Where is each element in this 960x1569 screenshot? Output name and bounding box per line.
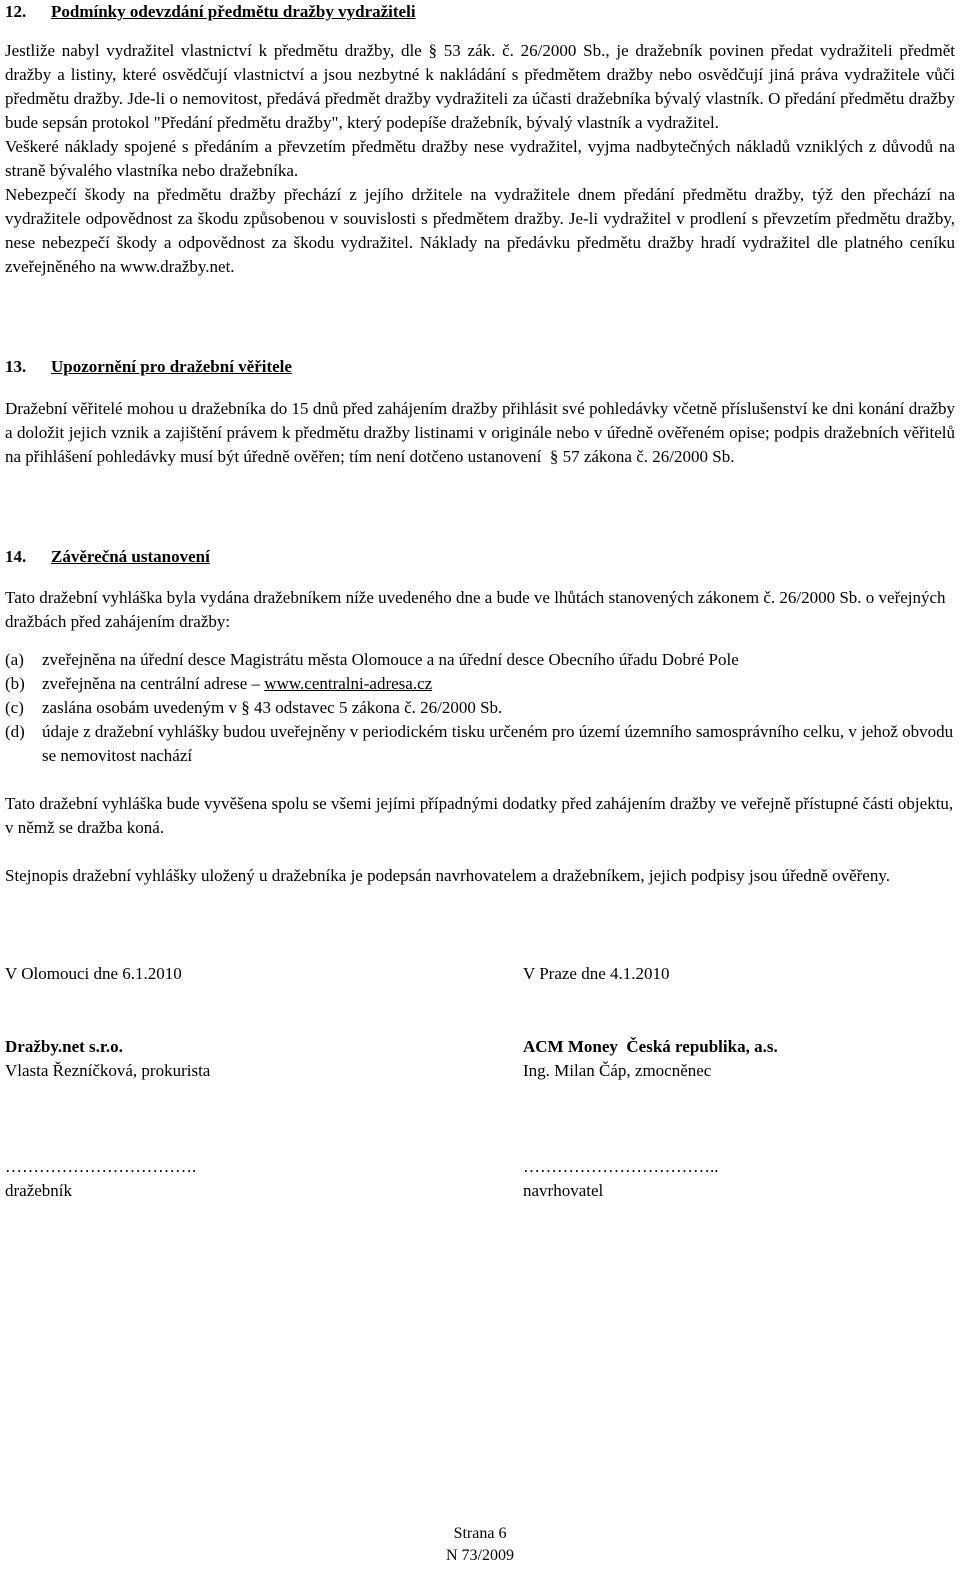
section-12-paragraph-1: Jestliže nabyl vydražitel vlastnictví k předmětu dražby, dle § 53 zák. č. 26/2000 Sb., je dražebník povinen předat vydražiteli předmět dražby a listiny, které osvědčují vlastnictví a jsou nezbytné k nakládání s předmětem dražby nebo osvědčují jiná práva vydražitele vůči předmětu dražby. Jde-li o nemovitost, předává předmět dražby vydražiteli za účasti dražebníka bývalý vlastník. O předání předmětu dražby bude sepsán protokol "Předání předmětu dražby", který podepíše dražebník, bývalý vlastník a vydražitel. — [5, 41, 956, 132]
section-13 — [5, 355, 955, 469]
case-reference: N 73/2009 — [446, 1547, 514, 1564]
paragraph-sign-icon: § — [241, 698, 250, 717]
section-number: 13. — [5, 357, 27, 376]
section-title: Závěrečná ustanovení — [51, 547, 210, 566]
section-13-heading — [5, 355, 955, 379]
signature-block — [5, 962, 955, 1203]
list-item: (d) údaje z dražební vyhlášky budou uveřejněny v periodickém tisku určeném pro území územního samosprávního celku, v jehož obvodu se nemovitost nachází — [5, 722, 954, 765]
list-item: (a) zveřejněna na úřední desce Magistrátu města Olomouce a na úřední desce Obecního úřadu Dobré Pole — [5, 650, 739, 669]
left-person: Vlasta Řezníčková, prokurista — [5, 1061, 211, 1080]
central-address-link[interactable]: www.centralni-adresa.cz — [264, 674, 433, 693]
section-12 — [5, 0, 955, 279]
list-item: (c) zaslána osobám uvedeným v § 43 odstavec 5 zákona č. 26/2000 Sb. — [5, 698, 503, 717]
right-company: ACM Money Česká republika, a.s. — [523, 1037, 778, 1056]
left-signature-line: ……………………………. — [5, 1157, 197, 1176]
right-person: Ing. Milan Čáp, zmocněnec — [523, 1061, 712, 1080]
right-place-date: V Praze dne 4.1.2010 — [523, 964, 670, 983]
section-14-paragraph-2: Tato dražební vyhláška bude vyvěšena spolu se všemi jejími případnými dodatky před zahájením dražby ve veřejně přístupné části objektu, v němž se dražba koná. — [5, 794, 954, 837]
left-place-date: V Olomouci dne 6.1.2010 — [5, 964, 182, 983]
role-row — [5, 1179, 955, 1203]
company-row — [5, 1035, 955, 1059]
section-12-heading — [5, 0, 955, 24]
page-footer — [0, 1523, 960, 1567]
section-title: Podmínky odevzdání předmětu dražby vydražiteli — [51, 2, 416, 21]
section-14-paragraph-3: Stejnopis dražební vyhlášky uložený u dražebníka je podepsán navrhovatelem a dražebníkem, jejich podpisy jsou úředně ověřeny. — [5, 866, 890, 885]
publication-list — [5, 648, 955, 768]
section-12-paragraph-3: Nebezpečí škody na předmětu dražby přechází z jejího držitele na vydražitele dnem předání předmětu dražby, týž den přechází na vydražitele odpovědnost za škodu způsobenou v souvislosti s předmětem dražby. Je-li vydražitel v prodlení s převzetím předmětu dražby, nese nebezpečí škody a odpovědnost za škodu vydražitel. Náklady na předávku předmětu dražby hradí vydražitel dle platného ceníku zveřejněného na www.dražby.net. — [5, 185, 955, 276]
person-row — [5, 1059, 955, 1083]
section-title: Upozornění pro dražební věřitele — [51, 357, 292, 376]
left-role: dražebník — [5, 1181, 73, 1200]
place-date-row — [5, 962, 955, 986]
right-role: navrhovatel — [523, 1181, 604, 1200]
page-number: Strana 6 — [453, 1525, 507, 1542]
right-signature-line: …………………………….. — [523, 1157, 719, 1176]
section-12-paragraph-2: Veškeré náklady spojené s předáním a převzetím předmětu dražby nese vydražitel, vyjma nadbytečných nákladů vzniklých z důvodů na straně bývalého vlastníka nebo dražebníka. — [5, 137, 955, 180]
left-company: Dražby.net s.r.o. — [5, 1037, 123, 1056]
section-14-heading — [5, 545, 955, 569]
section-13-paragraph: Dražební věřitelé mohou u dražebníka do 15 dnů před zahájením dražby přihlásit své pohledávky včetně příslušenství ke dni konání dražby a doložit jejich vznik a zajištění právem k předmětu dražby listinami v originále nebo v úředně ověřeném opise; podpis dražebních věřitelů na přihlášení pohledávky musí být úředně ověřen; tím není dotčeno ustanovení § 57 zákona č. 26/2000 Sb. — [5, 399, 955, 466]
paragraph-sign-icon: § — [428, 41, 437, 60]
list-item: (b) zveřejněna na centrální adrese – www.centralni-adresa.cz — [5, 674, 433, 693]
section-14 — [5, 545, 955, 888]
paragraph-sign-icon: § — [549, 447, 559, 466]
signature-line-row — [5, 1155, 955, 1179]
section-14-intro: Tato dražební vyhláška byla vydána dražebníkem níže uvedeného dne a bude ve lhůtách stanovených zákonem č. 26/2000 Sb. o veřejných dražbách před zahájením dražby: — [5, 588, 946, 631]
section-number: 12. — [5, 2, 27, 21]
section-number: 14. — [5, 547, 27, 566]
